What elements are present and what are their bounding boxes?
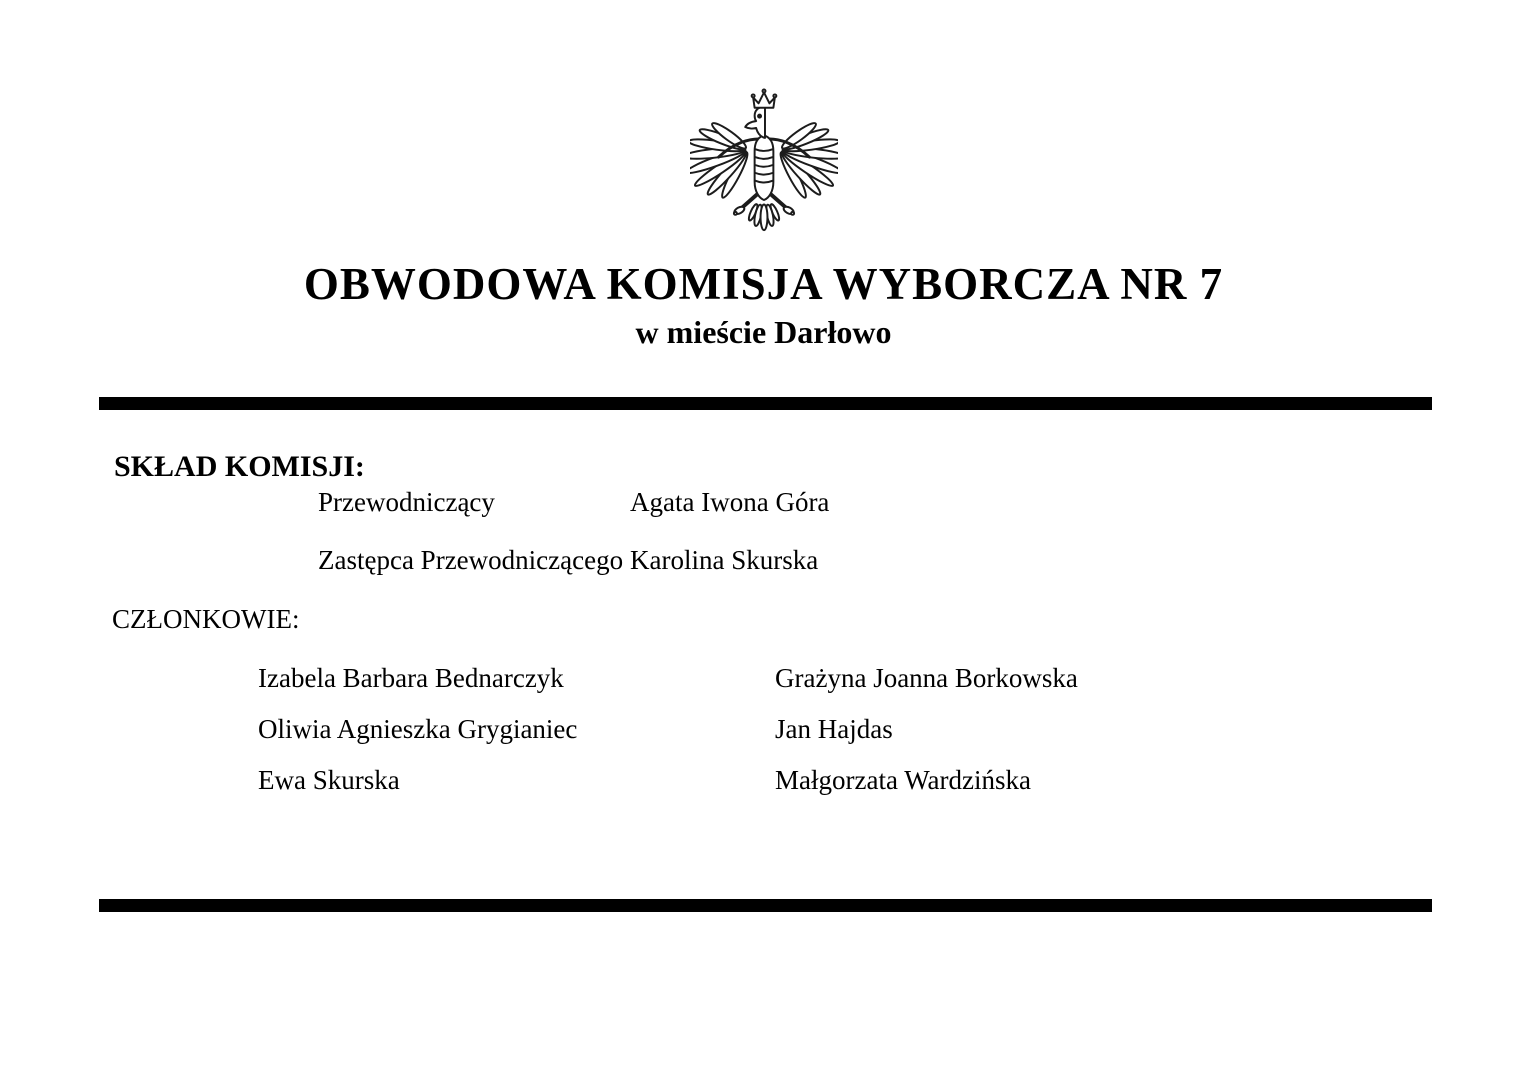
- page-title: OBWODOWA KOMISJA WYBORCZA NR 7: [303, 259, 1224, 309]
- member-name: Ewa Skurska: [258, 765, 400, 795]
- member-name: Grażyna Joanna Borkowska: [775, 663, 1078, 693]
- member-name: Oliwia Agnieszka Grygianiec: [258, 714, 578, 744]
- members-heading: CZŁONKOWIE:: [112, 604, 300, 634]
- polish-eagle-icon: [690, 88, 838, 241]
- member-name: Małgorzata Wardzińska: [775, 765, 1031, 795]
- composition-heading: SKŁAD KOMISJI:: [114, 450, 365, 483]
- top-divider: [99, 397, 1432, 410]
- page-subtitle: w mieście Darłowo: [635, 314, 892, 350]
- member-name: Izabela Barbara Bednarczyk: [258, 663, 564, 693]
- officer-role-chairman: Przewodniczący: [318, 487, 495, 517]
- officer-name-deputy: Karolina Skurska: [630, 545, 819, 575]
- bottom-divider: [99, 899, 1432, 912]
- officer-role-deputy: Zastępca Przewodniczącego: [318, 545, 624, 575]
- officer-name-chairman: Agata Iwona Góra: [630, 487, 830, 517]
- member-name: Jan Hajdas: [775, 714, 893, 744]
